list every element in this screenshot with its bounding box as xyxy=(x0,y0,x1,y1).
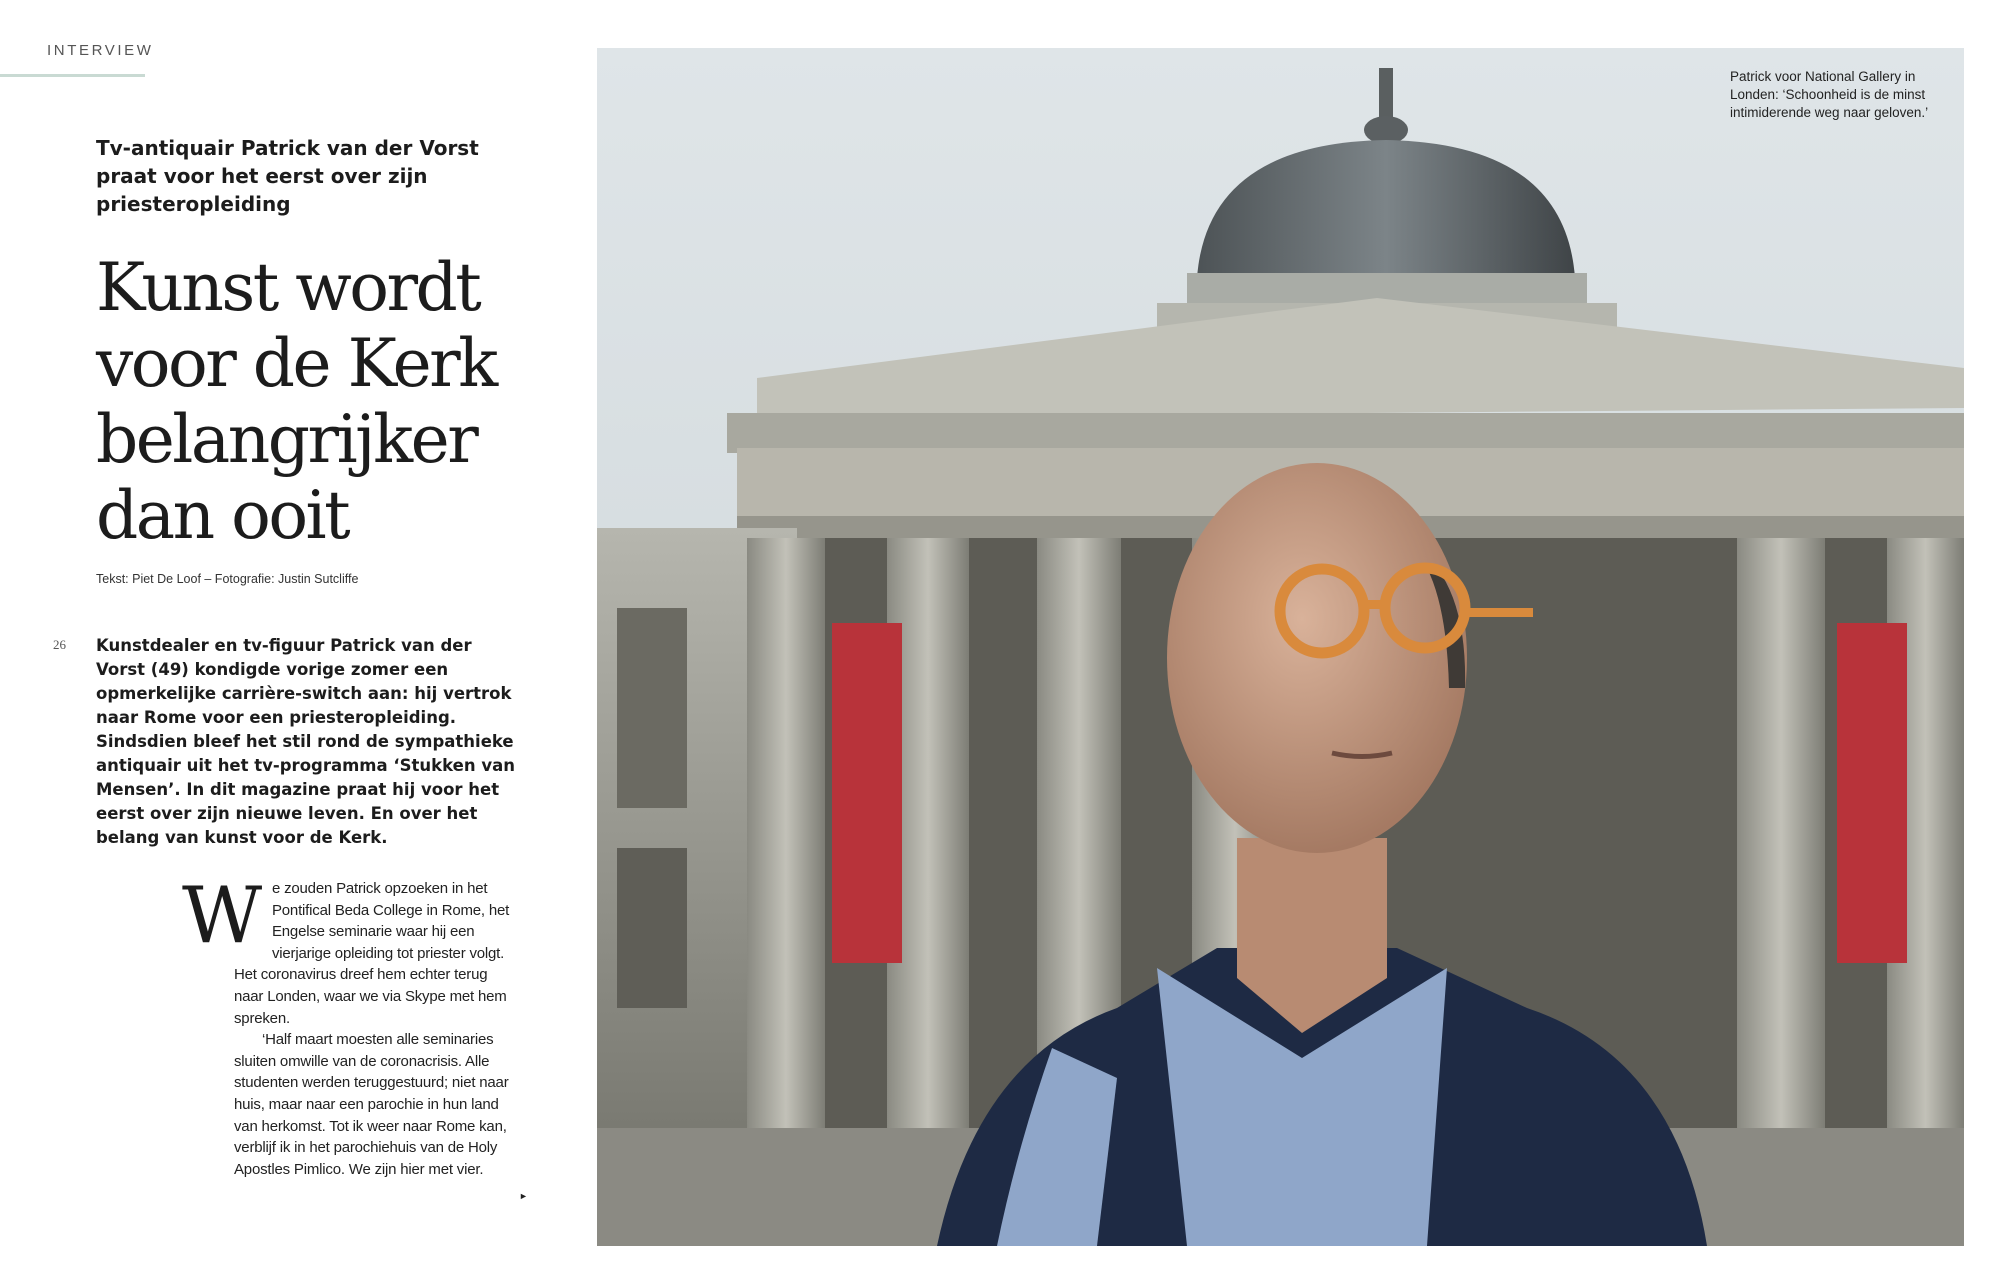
page-number: 26 xyxy=(53,637,66,652)
lead-paragraph: Kunstdealer en tv-figuur Patrick van der Vorst (49) kondigde vorige zomer een opmerkelijke carrière-switch aan: hij vertrok naar Rome voor een priesteropleiding. Sindsdien bleef het stil rond de sympathieke antiquair uit het tv-programma ‘Stukken van Mensen’. In dit magazine praat hij voor het eerst over zijn nieuwe leven. En over het belang van kunst voor de Kerk. xyxy=(96,636,515,847)
continue-arrow-icon: ► xyxy=(519,1191,528,1201)
body-paragraph: ‘Half maart moesten alle seminaries sluiten omwille van de coronacrisis. Alle studenten werden teruggestuurd; niet naar huis, maar naar een parochie in hun land van herkomst. Tot ik weer naar Rome kan, verblijf ik in het parochiehuis van de Holy Apostles Pimlico. We zijn hier met vier. xyxy=(234,1031,509,1178)
article-body xyxy=(182,871,516,1180)
body-paragraph-text: e zouden Patrick opzoeken in het Pontifical Beda College in Rome, het Engelse seminarie waar hij een vierjarige opleiding tot priester volgt. Het coronavirus dreef hem echter terug naar Londen, waar we via Skype met hem spreken. xyxy=(234,880,510,1027)
body-paragraph xyxy=(182,871,516,1029)
kicker: Tv-antiquair Patrick van der Vorst praat voor het eerst over zijn priesteropleiding xyxy=(96,136,479,216)
feature-photo xyxy=(597,48,1964,1246)
headline-line: belangrijker xyxy=(96,401,477,478)
national-gallery-portrait-photo xyxy=(597,48,1964,1246)
headline-line: dan ooit xyxy=(96,477,349,554)
section-label: INTERVIEW xyxy=(47,42,154,59)
section-rule xyxy=(0,74,145,77)
headline xyxy=(96,250,566,554)
photo-caption: Patrick voor National Gallery in Londen: ‘Schoonheid is de minst intimiderende weg naar geloven.’ xyxy=(1730,69,1929,120)
headline-line: Kunst wordt xyxy=(96,249,480,326)
headline-line: voor de Kerk xyxy=(96,325,496,402)
byline: Tekst: Piet De Loof – Fotografie: Justin Sutcliffe xyxy=(96,572,359,586)
drop-cap: W xyxy=(182,871,262,961)
